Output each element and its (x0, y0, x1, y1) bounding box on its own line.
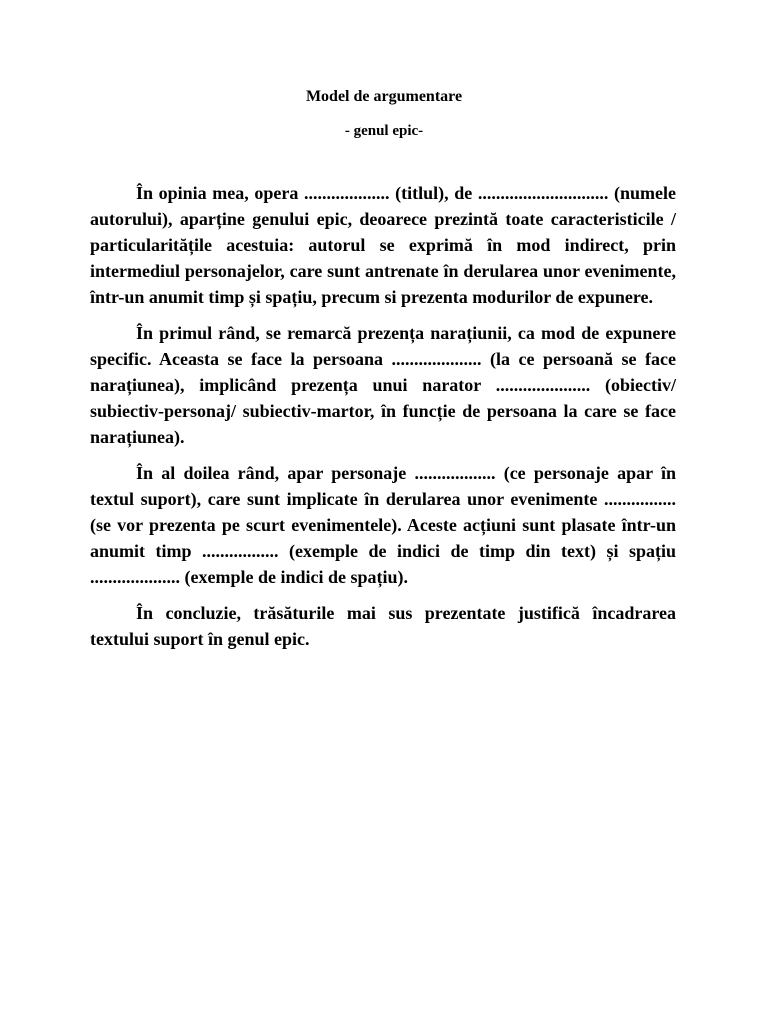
paragraph-second-argument: În al doilea rând, apar personaje .................. (ce personaje apar în textul suport), care sunt implicate în derularea unor evenimente ................ (se vor prezenta pe scurt evenimentele). Aceste acțiuni sunt plasate într-un anumit timp ................. (exemple de indici de timp din text) și spațiu .................... (exemple de indici de spațiu). (90, 463, 676, 587)
paragraph-conclusion: În concluzie, trăsăturile mai sus prezentate justifică încadrarea textului suport în genul epic. (90, 603, 676, 649)
paragraph-introduction: În opinia mea, opera ................... (titlul), de ............................. (numele autorului), aparține genului epic, deoarece prezintă toate caracteristicile / particularitățile acestuia: autorul se exprimă în mod indirect, prin intermediul personajelor, care sunt antrenate în derularea unor evenimente, într-un anumit timp și spațiu, precum si prezenta modurilor de expunere. (90, 183, 676, 307)
document-title: Model de argumentare (305, 88, 463, 105)
document-body (90, 180, 676, 662)
paragraph-first-argument: În primul rând, se remarcă prezența narațiunii, ca mod de expunere specific. Aceasta se face la persoana .................... (la ce persoană se face narațiunea), implicând prezența unui narator ..................... (obiectiv/ subiectiv-personaj/ subiectiv-martor, în funcție de persoana la care se face narațiunea). (90, 323, 676, 447)
document-subtitle: - genul epic- (344, 123, 424, 139)
